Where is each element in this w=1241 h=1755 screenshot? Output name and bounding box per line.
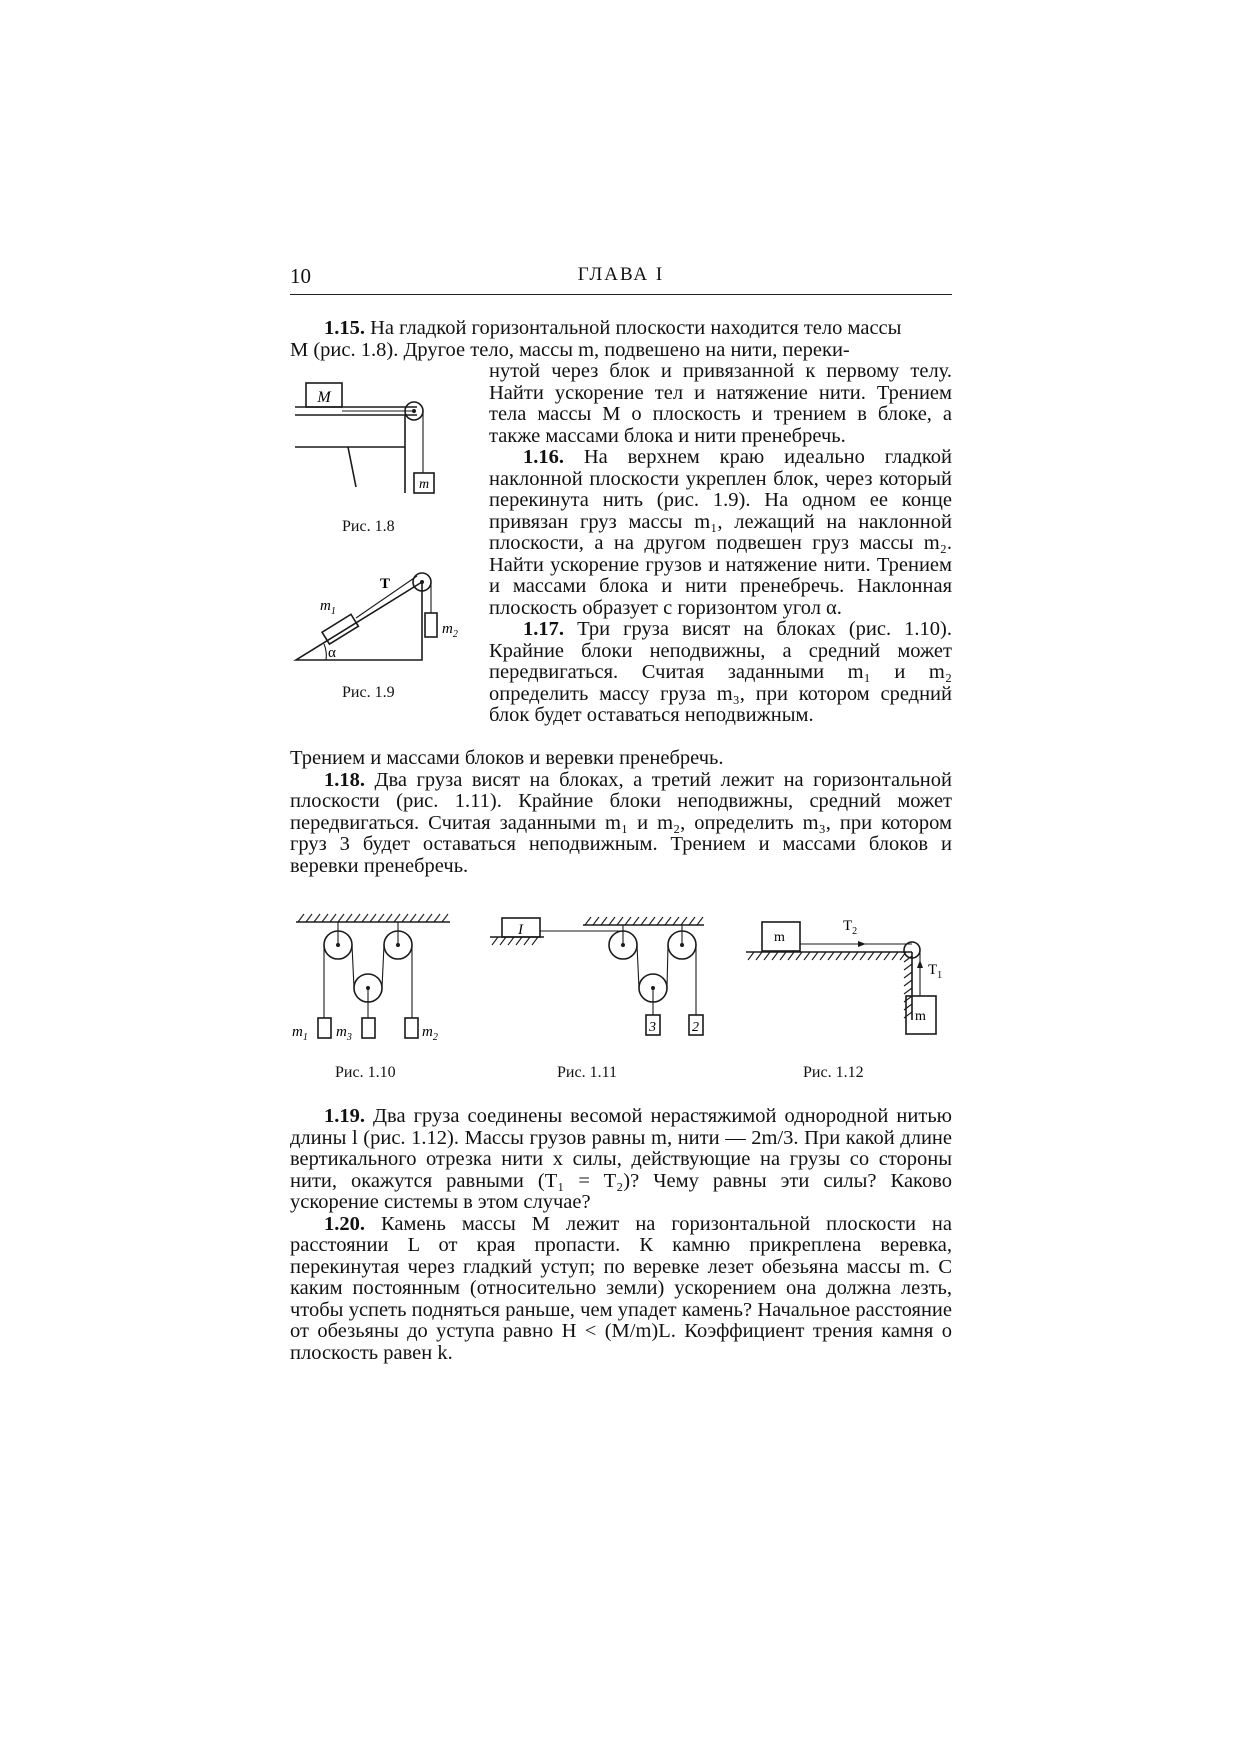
- ceiling-hatch: [585, 917, 703, 925]
- rope-left-mid: [352, 945, 354, 988]
- problem-text: На верхнем краю идеально гладкой наклонной плоскости укреплен блок, через который перекинута нить (рис. 1.9). На одном ее конце привязан груз массы m₁, лежащий на наклонной плоскости, а на другом подвешен груз массы m₂. Найти ускорение грузов и натяжение нити. Трением и массами блока и нити пренебречь. Наклонная плоскость образует с горизонтом угол α.: [489, 446, 952, 619]
- block-m1: [318, 1018, 331, 1038]
- pulley-axle: [420, 580, 424, 584]
- label-m1: $m_1$: [292, 1024, 308, 1043]
- problem-1-15-intro: [290, 318, 952, 361]
- problem-1-18: [290, 770, 952, 878]
- problem-1-17: [489, 619, 952, 727]
- page-header: [290, 262, 952, 295]
- rope-mid-right: [382, 945, 384, 988]
- block-m2: [425, 613, 437, 637]
- caption-fig-1-10: Рис. 1.10: [335, 1064, 396, 1081]
- problem-number: 1.20.: [324, 1212, 365, 1235]
- figure-1-9: [290, 568, 480, 678]
- caption-fig-1-12: Рис. 1.12: [803, 1064, 864, 1081]
- problem-number: 1.16.: [523, 446, 564, 468]
- figure-1-10: [290, 910, 460, 1045]
- table-leg-left: [348, 447, 356, 487]
- block-m2: [405, 1018, 418, 1038]
- label-alpha: α: [328, 645, 336, 661]
- problem-1-20: [290, 1214, 952, 1365]
- angle-arc: [324, 644, 326, 660]
- full-width-text-a: [290, 748, 952, 877]
- incline: [296, 582, 422, 660]
- problem-number: 1.15.: [324, 317, 365, 339]
- problem-text: Три груза висят на блоках (рис. 1.10). Крайние блоки неподвижны, а средний может передвигаться. Считая заданными m₁ и m₂ определить массу груза m₃, при котором средний блок будет оставаться неподвижным.: [489, 618, 952, 726]
- figure-1-11: [488, 905, 708, 1045]
- label-3: 3: [649, 1020, 656, 1035]
- label-2: 2: [692, 1020, 699, 1035]
- problem-1-15-rest: нутой через блок и привязанной к первому телу. Найти ускорение тел и натяжение нити. Трением тела массы M о плоскость и трением в блоке, а также массами блока и нити пренебречь.: [489, 360, 952, 447]
- caption-fig-1-11: Рис. 1.11: [557, 1064, 617, 1081]
- problem-1-19: [290, 1106, 952, 1214]
- problem-1-17-tail: Трением и массами блоков и веревки пренебречь.: [290, 747, 724, 769]
- caption-fig-1-8: Рис. 1.8: [342, 518, 395, 535]
- label-m2: $m_2$: [422, 1024, 438, 1043]
- label-m2: $m_2$: [442, 621, 458, 640]
- problem-text: Камень массы M лежит на горизонтальной плоскости на расстоянии L от края пропасти. К камню прикреплена веревка, перекинутая через гладкий уступ; по веревке лезет обезьяна массы m. С каким постоянным (относительно земли) ускорением она должна лезть, чтобы успеть подняться раньше, чем упадет камень? Начальное расстояние от обезьяны до уступа равно H < (M/m)L. Коэффициент трения камня о плоскость равен k.: [290, 1212, 952, 1364]
- label-T1: $T_1$: [928, 962, 943, 981]
- problem-text: Два груза соединены весомой нерастяжимой однородной нитью длины l (рис. 1.12). Массы грузов равны m, нити — 2m/3. При какой длине вертикального отрезка нити x силы, действующие на грузы со стороны нити, окажутся равными (T₁ = T₂)? Чему равны эти силы? Каково ускорение системы в этом случае?: [290, 1105, 952, 1213]
- arrow-T1: [917, 960, 923, 968]
- label-m1: $m_1$: [320, 598, 336, 617]
- problem-text: M (рис. 1.8). Другое тело, массы m, подвешено на нити, переки-: [290, 338, 850, 361]
- full-width-text-b: [290, 1106, 952, 1364]
- label-m-top: m: [774, 930, 785, 945]
- label-m3: $m_3$: [336, 1024, 352, 1043]
- right-column-text: [489, 361, 952, 727]
- label-T2: $T_2$: [843, 918, 858, 937]
- problem-text: На гладкой горизонтальной плоскости находится тело массы: [365, 317, 902, 339]
- ground-hatch: [492, 937, 538, 945]
- problem-text: Два груза висят на блоках, а третий лежит на горизонтальной плоскости (рис. 1.11). Крайние блоки неподвижны, средний может передвигаться. Считая заданными m₁ и m₂, определить m₃, при котором груз 3 будет оставаться неподвижным. Трением и массами блоков и веревки пренебречь.: [290, 768, 952, 877]
- page-number: 10: [290, 264, 311, 288]
- label-1: I: [518, 922, 523, 938]
- pulley-axle: [412, 409, 416, 413]
- chapter-title: ГЛАВА I: [577, 264, 665, 285]
- problem-1-16: [489, 447, 952, 619]
- caption-fig-1-9: Рис. 1.9: [342, 684, 395, 701]
- block-m3: [362, 1018, 375, 1038]
- problem-number: 1.19.: [324, 1105, 365, 1127]
- label-T: T: [380, 576, 391, 592]
- block-m1: [322, 614, 358, 644]
- label-m: m: [418, 477, 430, 492]
- label-M: M: [317, 389, 331, 406]
- ceiling-hatch: [298, 914, 448, 922]
- problem-number: 1.17.: [523, 618, 564, 640]
- problem-number: 1.18.: [324, 768, 365, 791]
- ground-hatch: [748, 952, 906, 960]
- figure-1-12: [740, 910, 960, 1050]
- label-m-bottom: m: [915, 1009, 926, 1024]
- arrow-T2: [858, 941, 866, 947]
- figure-1-8: [290, 375, 470, 505]
